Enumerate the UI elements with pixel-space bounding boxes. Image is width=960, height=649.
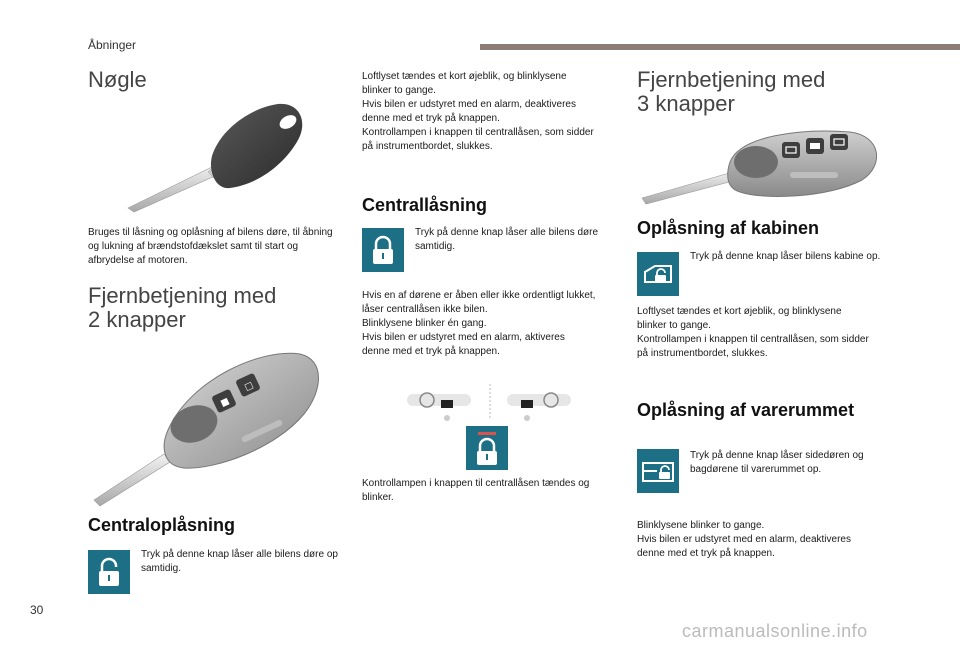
lock-tile: [362, 228, 404, 272]
watermark: carmanualsonline.info: [682, 621, 868, 641]
indicator-text-line: Kontrollampen i knappen til centrallåsen, som sidder: [362, 127, 594, 138]
page-number: 30: [30, 603, 44, 617]
alarm-text-line: Hvis bilen er udstyret med en alarm, deaktiveres: [637, 534, 851, 545]
central-lock-title: Centrallåsning: [362, 195, 488, 215]
blink-text-line: Blinklysene blinker to gange.: [637, 520, 765, 531]
lights-text-line: blinker to gange.: [637, 320, 711, 331]
remote2-title-line1: Fjernbetjening med: [88, 283, 277, 308]
central-lock-text: Tryk på denne knap låser alle bilens døre samtidig.: [415, 227, 599, 252]
alarm-text-line: denne med et tryk på knappen.: [362, 113, 500, 124]
open-door-text-line: Hvis en af dørene er åben eller ikke ordentligt lukket,: [362, 290, 596, 301]
cargo-unlock-title: Oplåsning af varerummet: [637, 400, 855, 420]
key-title: Nøgle: [88, 67, 147, 92]
cargo-unlock-icon: [637, 449, 679, 493]
svg-text:□: □: [243, 380, 256, 394]
remote-3-buttons-illustration: [640, 126, 890, 206]
key-illustration: [120, 100, 320, 220]
cargo-unlock-text: Tryk på denne knap låser sidedøren og bagdørene til varerummet op.: [690, 450, 864, 475]
lights-text-line: Loftlyset tændes et kort øjeblik, og blinklysene: [637, 306, 842, 317]
indicator-text-line: på instrumentbordet, slukkes.: [637, 348, 768, 359]
indicator-on-text: Kontrollampen i knappen til centrallåsen tændes og blinker.: [362, 478, 590, 503]
lock-indicator-tile: [466, 426, 508, 470]
padlock-indicator-icon: [466, 426, 508, 470]
alarm-text-line: denne med et tryk på knappen.: [362, 346, 500, 357]
indicator-text-line: Kontrollampen i knappen til centrallåsen, som sidder: [637, 334, 869, 345]
alarm-text-line: Hvis bilen er udstyret med en alarm, deaktiveres: [362, 99, 576, 110]
remote2-title-line2: 2 knapper: [88, 307, 186, 332]
central-unlock-title: Centraloplåsning: [88, 515, 236, 535]
header-accent-bar: [480, 44, 960, 50]
cabin-unlock-tile: [637, 252, 679, 296]
alarm-text-line: denne med et tryk på knappen.: [637, 548, 775, 559]
blink-text-line: Blinklysene blinker én gang.: [362, 318, 487, 329]
open-door-text-line: låser centrallåsen ikke bilen.: [362, 304, 488, 315]
key-description: Bruges til låsning og oplåsning af bilens døre, til åbning og lukning af brændstofdækslet samt til start og afbrydelse af motoren.: [88, 227, 333, 266]
cabin-unlock-title: Oplåsning af kabinen: [637, 218, 820, 238]
remote3-title-line2: 3 knapper: [637, 91, 735, 116]
indicator-text-line: på instrumentbordet, slukkes.: [362, 141, 493, 152]
svg-text:■: ■: [219, 396, 232, 410]
cabin-unlock-text: Tryk på denne knap låser bilens kabine op.: [690, 251, 881, 262]
cabin-unlock-icon: [637, 252, 679, 296]
alarm-text-line: Hvis bilen er udstyret med en alarm, aktiveres: [362, 332, 565, 343]
section-title: Åbninger: [88, 38, 137, 52]
remote3-title-line1: Fjernbetjening med: [637, 67, 826, 92]
remote-2-buttons-illustration: [90, 340, 330, 510]
padlock-open-icon: [88, 550, 130, 594]
padlock-closed-icon: [362, 228, 404, 272]
dashboard-button-illustration: [405, 380, 575, 424]
lights-text-line: Loftlyset tændes et kort øjeblik, og blinklysene: [362, 71, 567, 82]
cargo-unlock-tile: [637, 449, 679, 493]
central-unlock-text: Tryk på denne knap låser alle bilens døre op samtidig.: [141, 549, 338, 574]
lights-text-line: blinker to gange.: [362, 85, 436, 96]
unlock-tile: [88, 550, 130, 594]
